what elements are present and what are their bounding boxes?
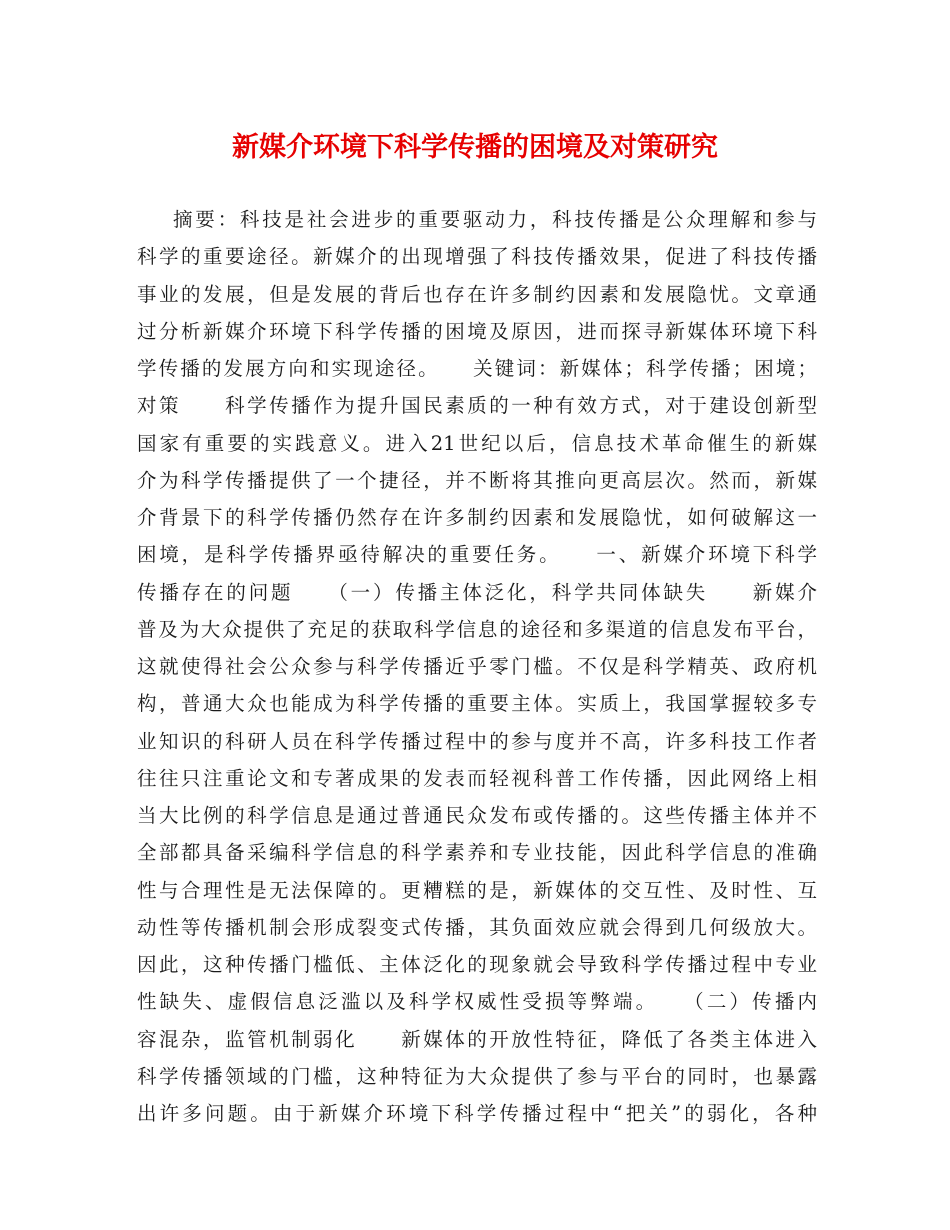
text-line: 对策 科学传播作为提升国民素质的一种有效方式，对于建设创新型 <box>137 394 817 418</box>
text-line: 因此，这种传播门槛低、主体泛化的现象就会导致科学传播过程中专业 <box>137 953 817 976</box>
text-line: 普及为大众提供了充足的获取科学信息的途径和多渠道的信息发布平台， <box>137 617 817 641</box>
text-line: 出许多问题。由于新媒介环境下科学传播过程中“把关”的弱化，各种 <box>137 1102 817 1125</box>
text-line: 传播存在的问题 （一）传播主体泛化，科学共同体缺失 新媒介 <box>137 580 817 604</box>
text-line: 国家有重要的实践意义。进入21世纪以后，信息技术革命催生的新媒 <box>137 431 817 455</box>
text-line: 介为科学传播提供了一个捷径，并不断将其推向更高层次。然而，新媒 <box>137 468 817 492</box>
text-line: 过分析新媒介环境下科学传播的困境及原因，进而探寻新媒体环境下科 <box>137 319 817 343</box>
text-line: 事业的发展，但是发展的背后也存在许多制约因素和发展隐忧。文章通 <box>137 282 817 306</box>
text-line: 科学的重要途径。新媒介的出现增强了科技传播效果，促进了科技传播 <box>137 245 817 269</box>
text-line: 科学传播领域的门槛，这种特征为大众提供了参与平台的同时，也暴露 <box>137 1064 817 1088</box>
text-line: 介背景下的科学传播仍然存在许多制约因素和发展隐忧，如何破解这一 <box>137 506 817 529</box>
text-line: 学传播的发展方向和实现途径。 关键词：新媒体；科学传播；困境； <box>137 357 817 380</box>
text-line: 这就使得社会公众参与科学传播近乎零门槛。不仅是科学精英、政府机 <box>137 655 817 678</box>
text-line: 性缺失、虚假信息泛滥以及科学权威性受损等弊端。 （二）传播内 <box>137 990 817 1014</box>
text-line: 全部都具备采编科学信息的科学素养和专业技能，因此科学信息的准确 <box>137 841 817 865</box>
text-line: 困境，是科学传播界亟待解决的重要任务。 一、新媒介环境下科学 <box>137 543 817 567</box>
text-line: 往往只注重论文和专著成果的发表而轻视科普工作传播，因此网络上相 <box>137 766 817 790</box>
text-line: 摘要：科技是社会进步的重要驱动力，科技传播是公众理解和参与 <box>137 208 817 231</box>
document-body <box>137 201 817 1132</box>
text-line: 容混杂，监管机制弱化 新媒体的开放性特征，降低了各类主体进入 <box>137 1027 817 1051</box>
text-line: 动性等传播机制会形成裂变式传播，其负面效应就会得到几何级放大。 <box>137 915 817 939</box>
document-title: 新媒介环境下科学传播的困境及对策研究 <box>232 132 718 163</box>
text-line: 性与合理性是无法保障的。更糟糕的是，新媒体的交互性、及时性、互 <box>137 878 817 902</box>
text-line: 构，普通大众也能成为科学传播的重要主体。实质上，我国掌握较多专 <box>137 692 817 716</box>
text-line: 业知识的科研人员在科学传播过程中的参与度并不高，许多科技工作者 <box>137 729 817 753</box>
text-line: 当大比例的科学信息是通过普通民众发布或传播的。这些传播主体并不 <box>137 804 817 827</box>
